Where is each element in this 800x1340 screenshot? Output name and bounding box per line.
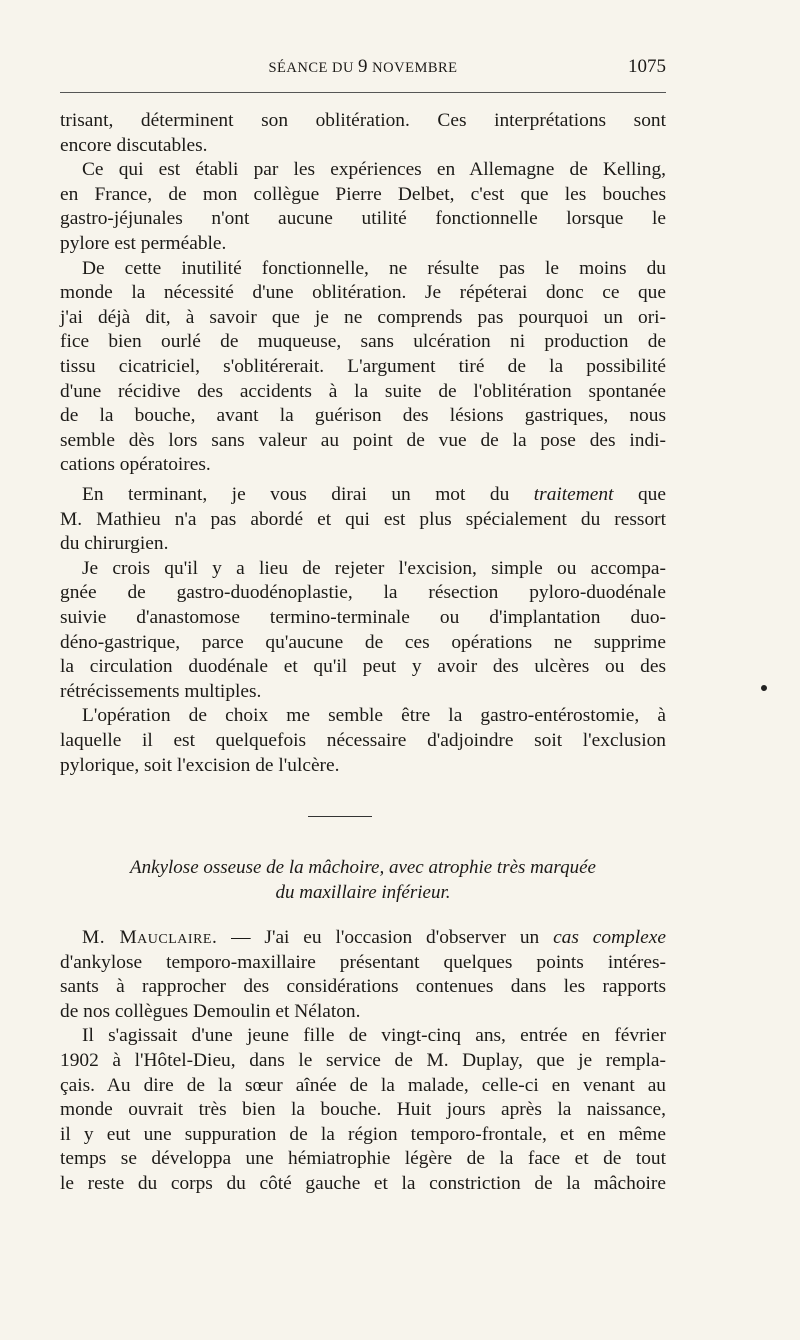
text-line: il y eut une suppuration de la région temporo-frontale, et en même: [60, 1123, 666, 1145]
section-title: [60, 856, 666, 905]
body-text-block-1: [60, 109, 666, 478]
text-line: rétrécissements multiples.: [60, 680, 262, 702]
section-title-line-2: du maxillaire inférieur.: [275, 881, 451, 903]
text-run: — J'ai eu l'occasion d'observer un: [231, 927, 540, 948]
text-line: encore discutables.: [60, 134, 208, 156]
text-line: de la bouche, avant la guérison des lésions gastriques, nous: [60, 405, 666, 427]
text-line: çais. Au dire de la sœur aînée de la malade, celle-ci en venant au: [60, 1074, 666, 1096]
text-line: 1902 à l'Hôtel-Dieu, dans le service de M. Duplay, que je rempla-: [60, 1049, 666, 1071]
section-separator-rule: [308, 816, 372, 817]
text-line: en France, de mon collègue Pierre Delbet, c'est que les bouches: [60, 183, 666, 205]
italic-term: cas complexe: [553, 927, 666, 948]
text-line: Je crois qu'il y a lieu de rejeter l'excision, simple ou accompa-: [82, 557, 666, 579]
text-line: trisant, déterminent son oblitération. Ces interprétations sont: [60, 110, 666, 131]
text-run: En terminant, je vous dirai un mot du: [82, 484, 510, 505]
text-line: [60, 926, 666, 951]
text-line: temps se développa une hémiatrophie légère de la face et de tout: [60, 1148, 666, 1170]
text-line: suivie d'anastomose termino-terminale ou d'implantation duo-: [60, 606, 666, 628]
text-line: semble dès lors sans valeur au point de vue de la pose des indi-: [60, 429, 666, 451]
text-line: déno-gastrique, parce qu'aucune de ces opérations ne supprime: [60, 631, 666, 653]
text-line: gnée de gastro-duodénoplastie, la résection pyloro-duodénale: [60, 582, 666, 604]
text-line: [60, 483, 666, 508]
running-title-month: NOVEMBRE: [372, 60, 458, 76]
text-line: fice bien ourlé de muqueuse, sans ulcération ni production de: [60, 331, 666, 353]
text-line: d'une récidive des accidents à la suite de l'oblitération spontanée: [60, 380, 666, 402]
text-line: sants à rapprocher des considérations contenues dans les rapports: [60, 976, 666, 998]
running-header: [60, 52, 666, 82]
text-run: que: [637, 484, 666, 505]
text-line: gastro-jéjunales n'ont aucune utilité fonctionnelle lorsque le: [60, 208, 666, 230]
text-line: le reste du corps du côté gauche et la constriction de la mâchoire: [60, 1172, 666, 1194]
running-title-prefix: SÉANCE DU: [268, 60, 354, 76]
text-line: cations opératoires.: [60, 454, 211, 476]
text-line: L'opération de choix me semble être la gastro-entérostomie, à: [82, 705, 666, 727]
text-line: pylore est perméable.: [60, 232, 227, 254]
text-line: la circulation duodénale et qu'il peut y avoir des ulcères ou des: [60, 656, 666, 678]
stray-dot-mark: [761, 685, 767, 691]
text-line: j'ai déjà dit, à savoir que je ne comprends pas pourquoi un ori-: [60, 306, 666, 328]
text-line: monde ouvrait très bien la bouche. Huit jours après la naissance,: [60, 1099, 666, 1121]
page-number: 1075: [628, 56, 666, 77]
header-rule: [60, 92, 666, 93]
text-line: Ce qui est établi par les expériences en Allemagne de Kelling,: [82, 159, 666, 181]
running-title-day: 9: [358, 56, 369, 77]
italic-term: traitement: [533, 484, 614, 505]
section-title-line-1: Ankylose osseuse de la mâchoire, avec atrophie très marquée: [130, 857, 596, 878]
text-line: Il s'agissait d'une jeune fille de vingt-cinq ans, entrée en février: [82, 1025, 666, 1047]
text-line: tissu cicatriciel, s'oblitérerait. L'argument tiré de la possibilité: [60, 355, 666, 377]
body-text-block-2: [60, 483, 666, 778]
text-line: monde la nécessité d'une oblitération. Je répéterai donc ce que: [60, 282, 666, 304]
text-line: laquelle il est quelquefois nécessaire d'adjoindre soit l'exclusion: [60, 729, 666, 751]
text-line: d'ankylose temporo-maxillaire présentant quelques points intéres-: [60, 951, 666, 973]
text-line: M. Mathieu n'a pas abordé et qui est plus spécialement du ressort: [60, 508, 666, 530]
text-line: du chirurgien.: [60, 533, 169, 555]
speaker-name: M. Mauclaire.: [82, 927, 218, 948]
text-line: de nos collègues Demoulin et Nélaton.: [60, 1000, 361, 1022]
text-line: pylorique, soit l'excision de l'ulcère.: [60, 754, 340, 776]
body-text-block-3: [60, 926, 666, 1197]
text-line: De cette inutilité fonctionnelle, ne résulte pas le moins du: [82, 257, 666, 279]
running-title: [60, 52, 666, 83]
